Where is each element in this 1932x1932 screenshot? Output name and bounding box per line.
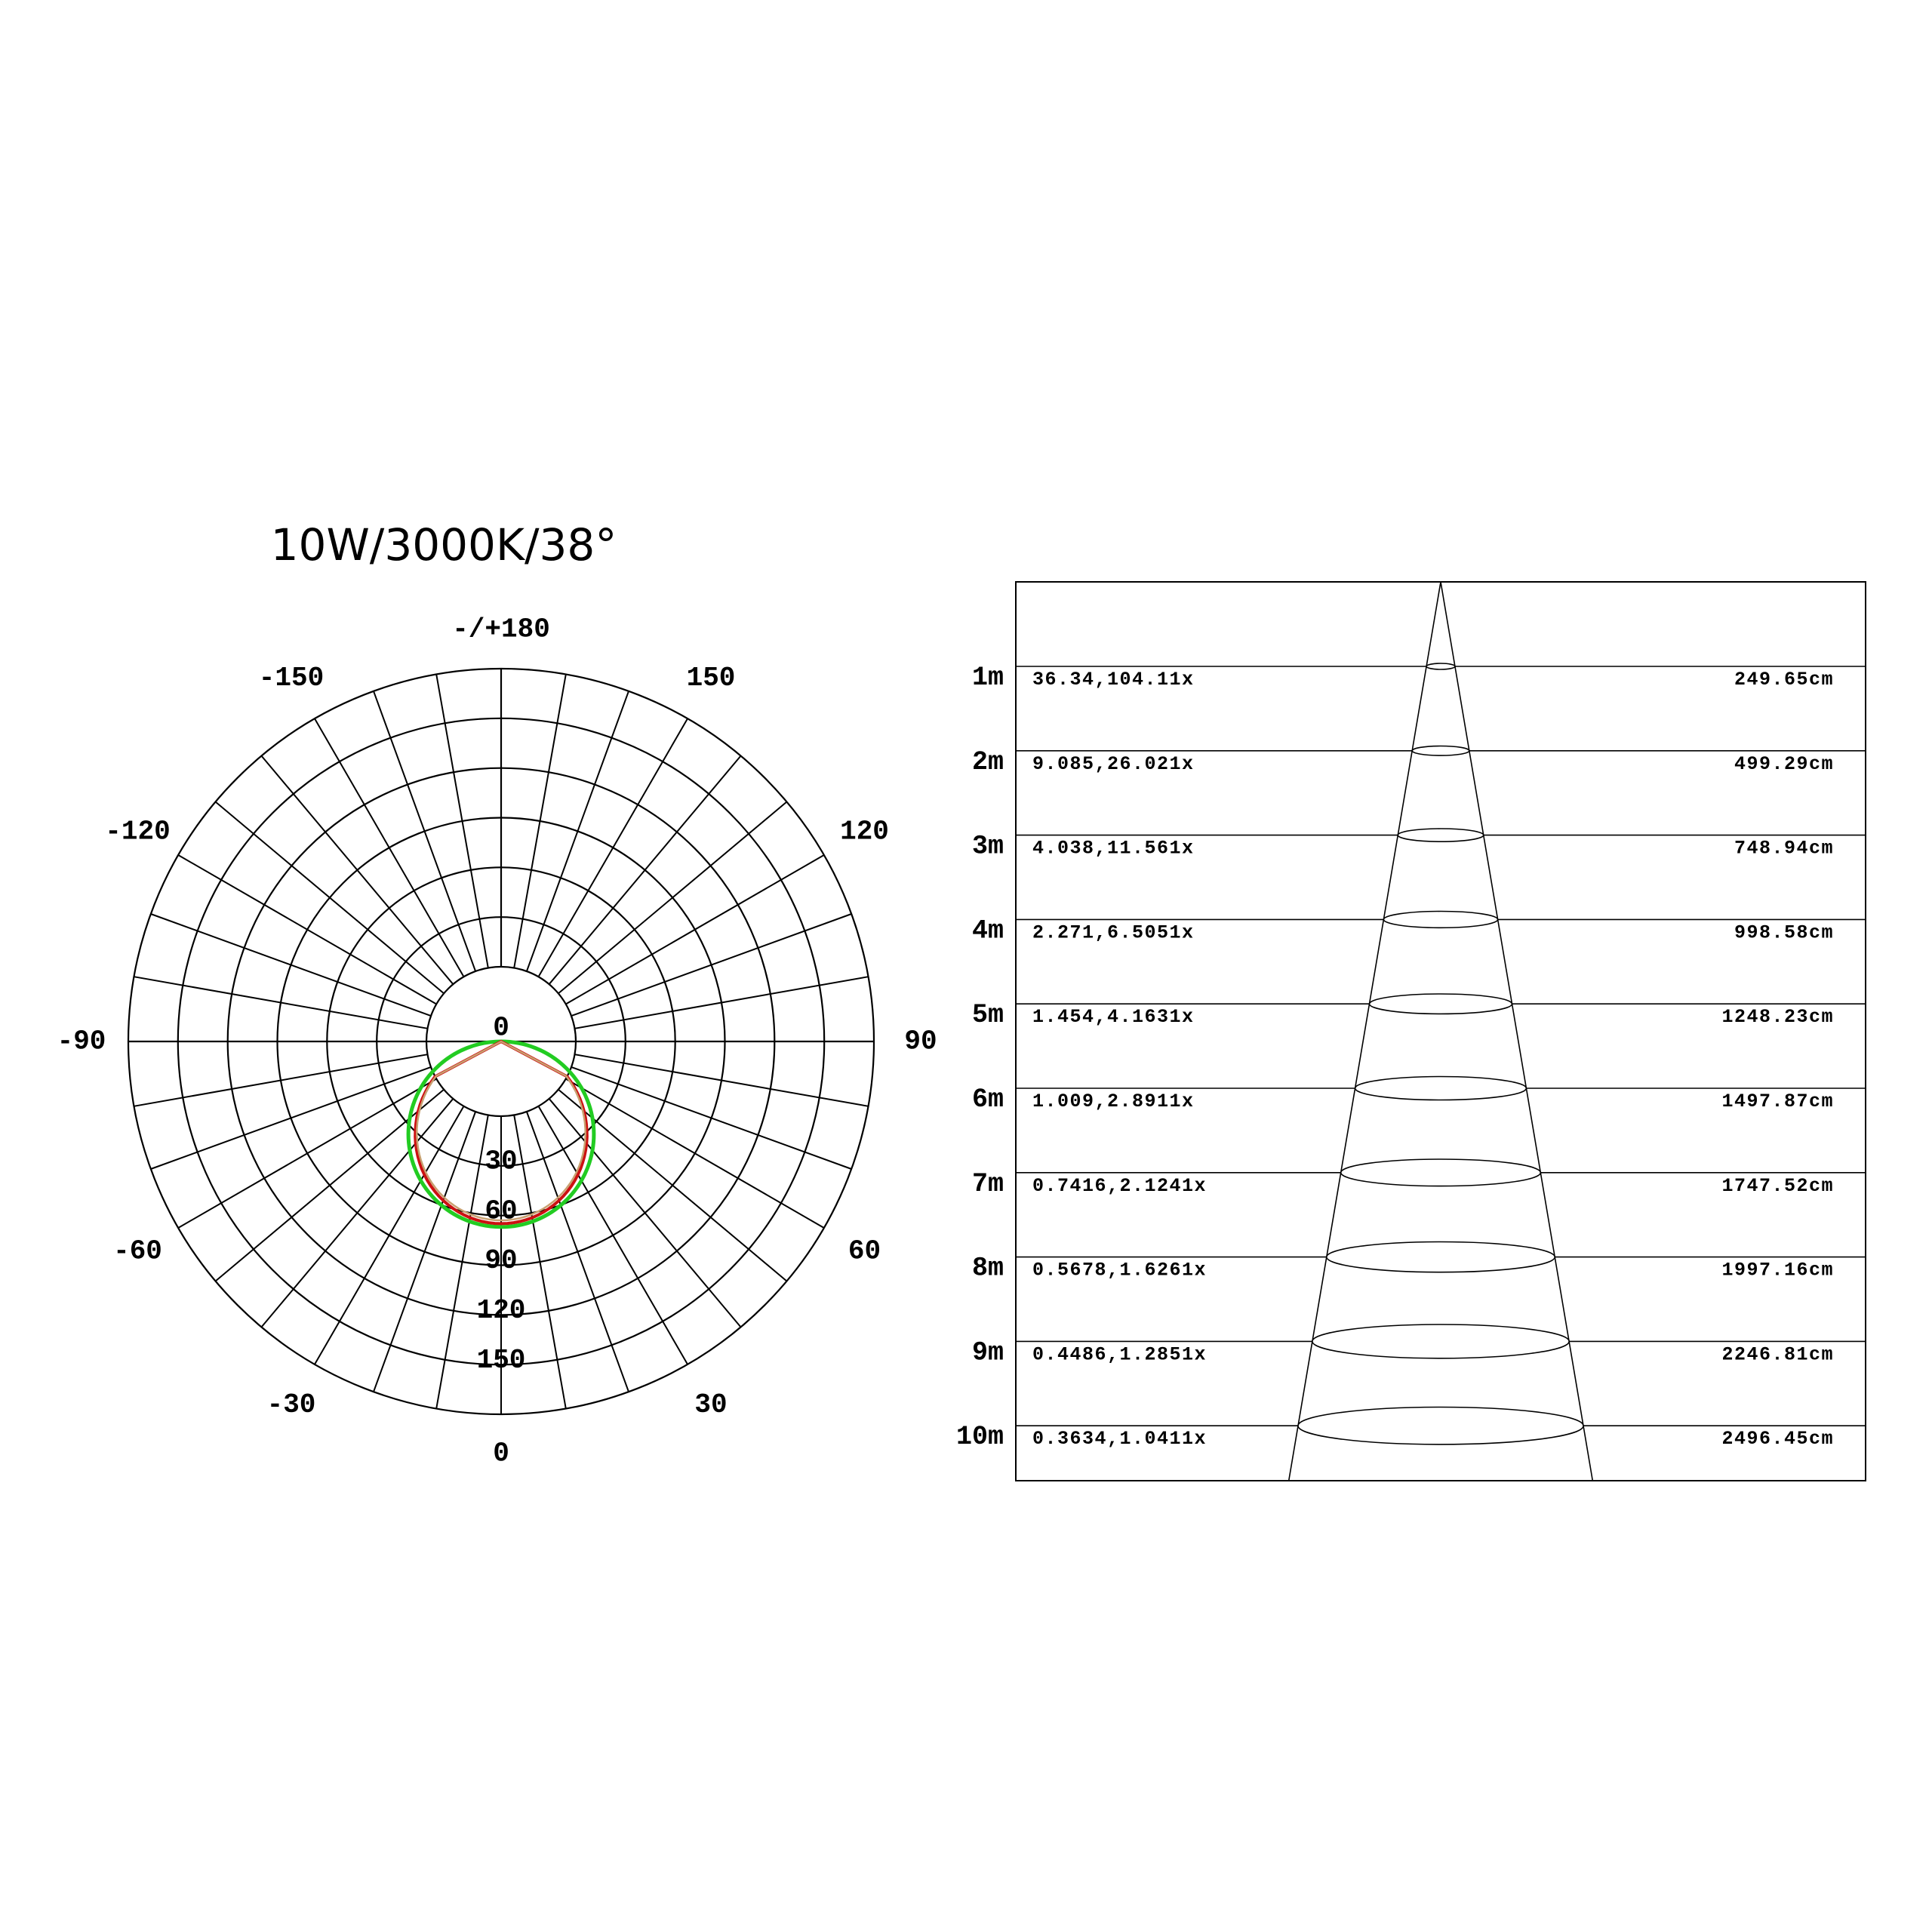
polar-spoke [315,718,464,977]
polar-spoke [566,855,824,1004]
polar-angle-label: -150 [258,663,325,694]
row-diameter-value: 1497.87cm [1721,1091,1834,1112]
polar-spoke [549,1099,741,1327]
row-diameter-value: 1997.16cm [1721,1259,1834,1281]
polar-spoke [527,691,629,971]
row-distance-label: 9m [971,1337,1004,1368]
row-distance-label: 2m [971,746,1004,777]
polar-angle-label: 120 [840,816,889,848]
polar-angle-label: 150 [686,663,736,694]
polar-angle-label: 90 [904,1026,937,1057]
beam-ellipse [1398,829,1483,841]
polar-radial-label: 60 [485,1195,518,1227]
polar-spoke [374,1112,475,1392]
row-illuminance-value: 9.085,26.021x [1032,752,1195,775]
row-diameter-value: 249.65cm [1734,669,1834,691]
polar-spoke [262,1099,454,1327]
polar-angle-label: -120 [105,816,171,848]
beam-table [956,582,1866,1481]
polar-spoke [571,914,851,1016]
beam-ellipse [1355,1077,1527,1100]
row-distance-label: 5m [971,1000,1004,1031]
row-illuminance-value: 2.271,6.5051x [1032,921,1195,944]
polar-spoke [178,855,436,1004]
polar-radial-label: 150 [476,1344,526,1376]
beam-ellipse [1298,1407,1583,1444]
row-illuminance-value: 1.454,4.1631x [1032,1006,1195,1029]
polar-angle-label: 0 [493,1438,509,1469]
row-illuminance-value: 36.34,104.11x [1032,669,1195,691]
beam-ellipse [1412,746,1469,756]
polar-angle-label: -30 [266,1389,316,1421]
polar-radial-label: 30 [485,1146,518,1177]
polar-spoke [216,802,445,994]
row-diameter-value: 998.58cm [1734,921,1834,944]
polar-spoke [374,691,475,971]
polar-radial-label: 0 [493,1012,509,1044]
row-distance-label: 10m [955,1422,1004,1453]
beam-ellipse [1383,912,1497,928]
polar-spoke [315,1106,464,1364]
row-distance-label: 4m [971,915,1004,946]
row-illuminance-value: 0.5678,1.6261x [1032,1259,1208,1281]
row-illuminance-value: 1.009,2.8911x [1032,1091,1195,1112]
polar-radial-label: 120 [476,1295,526,1327]
chart-title: 10W/3000K/38° [270,519,617,571]
row-distance-label: 6m [971,1084,1004,1115]
polar-angle-label: -60 [113,1235,162,1267]
beam-ellipse [1426,663,1455,669]
polar-angle-label: 30 [694,1389,728,1421]
beam-ellipse [1312,1324,1569,1358]
polar-diagram [57,614,937,1469]
polar-angle-label: 60 [848,1235,881,1267]
row-diameter-value: 2496.45cm [1721,1428,1834,1451]
polar-spoke [151,1067,431,1169]
row-diameter-value: 2246.81cm [1721,1343,1834,1366]
row-distance-label: 8m [971,1253,1004,1284]
polar-spoke [527,1112,629,1392]
beam-ellipse [1327,1242,1555,1272]
polar-spoke [549,756,741,985]
polar-angle-label: -90 [57,1026,106,1057]
polar-spoke [151,914,431,1016]
polar-angle-label: -/+180 [452,614,550,645]
row-diameter-value: 1747.52cm [1721,1174,1834,1197]
row-illuminance-value: 0.4486,1.2851x [1032,1343,1208,1366]
polar-spoke [566,1079,824,1229]
polar-spoke [571,1067,851,1169]
row-distance-label: 1m [971,663,1004,693]
row-illuminance-value: 4.038,11.561x [1032,837,1195,860]
beam-ellipse [1341,1159,1541,1186]
beam-ellipse [1370,994,1512,1014]
row-diameter-value: 748.94cm [1734,837,1834,860]
row-distance-label: 7m [971,1168,1004,1199]
row-distance-label: 3m [971,831,1004,862]
row-diameter-value: 499.29cm [1734,752,1834,775]
polar-spoke [558,802,787,994]
polar-spoke [539,718,688,977]
polar-radial-label: 90 [485,1245,518,1277]
row-illuminance-value: 0.3634,1.0411x [1032,1428,1208,1451]
polar-spoke [178,1079,436,1229]
polar-spoke [262,756,454,985]
polar-spoke [539,1106,688,1364]
row-illuminance-value: 0.7416,2.1241x [1032,1174,1208,1197]
row-diameter-value: 1248.23cm [1721,1006,1834,1029]
